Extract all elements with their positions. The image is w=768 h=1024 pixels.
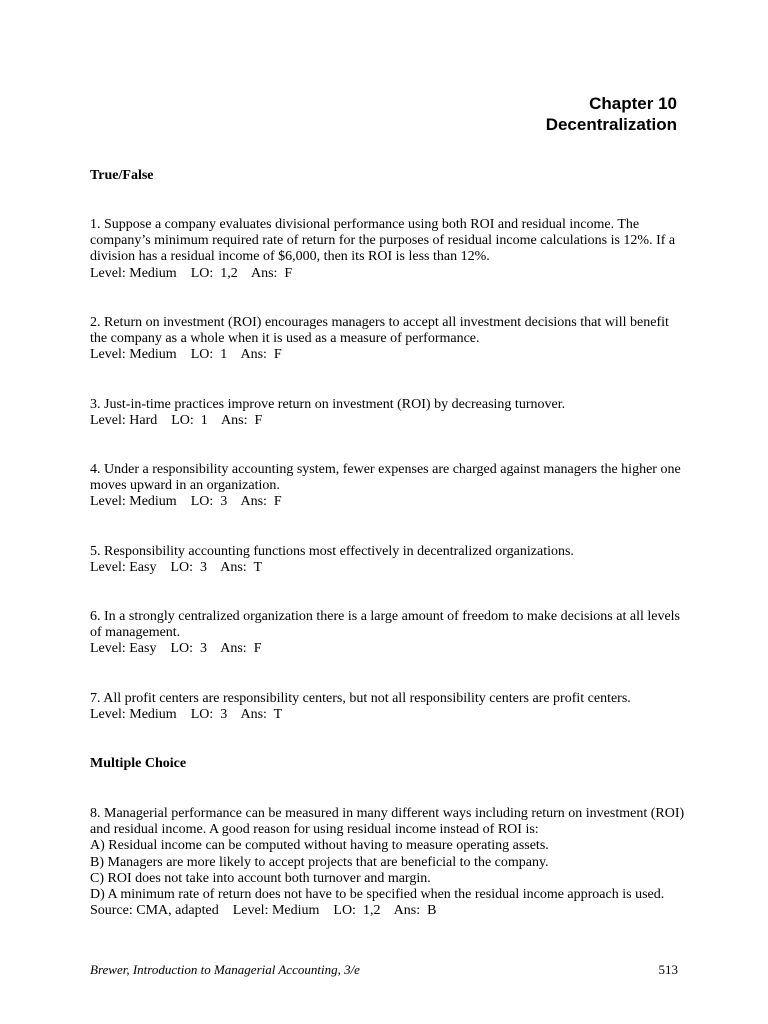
question-stem-line: of management. — [90, 625, 181, 641]
question-stem-line: 7. All profit centers are responsibility centers, but not all responsibility centers are profit centers. — [90, 691, 631, 706]
question-6 — [90, 609, 690, 658]
question-stem-line: 2. Return on investment (ROI) encourages managers to accept all investment decisions that will benefit — [90, 315, 669, 330]
answer-choice-a: A) Residual income can be computed without having to measure operating assets. — [90, 838, 549, 854]
question-8 — [90, 806, 690, 919]
question-stem-line: division has a residual income of $6,000, then its ROI is less than 12%. — [90, 249, 490, 265]
question-4 — [90, 462, 690, 511]
chapter-number: Chapter 10 — [589, 94, 677, 113]
page-number: 513 — [658, 962, 678, 977]
section-heading-true-false: True/False — [90, 168, 154, 183]
chapter-title: Decentralization — [545, 115, 677, 134]
question-meta: Level: Medium LO: 1 Ans: F — [90, 347, 282, 363]
answer-choice-b: B) Managers are more likely to accept projects that are beneficial to the company. — [90, 854, 549, 870]
question-meta: Level: Easy LO: 3 Ans: T — [90, 560, 262, 576]
question-meta: Level: Medium LO: 3 Ans: T — [90, 707, 283, 723]
question-meta: Level: Medium LO: 3 Ans: F — [90, 494, 282, 510]
question-stem-line: moves upward in an organization. — [90, 478, 280, 494]
question-stem-line: 3. Just-in-time practices improve return on investment (ROI) by decreasing turnover. — [90, 397, 566, 412]
question-stem-line: 8. Managerial performance can be measured in many different ways including return on investment (ROI) — [90, 806, 685, 821]
chapter-heading — [546, 93, 677, 135]
question-stem-line: 1. Suppose a company evaluates divisional performance using both ROI and residual income. The — [90, 217, 640, 232]
question-stem-line: 6. In a strongly centralized organization there is a large amount of freedom to make decisions at all levels — [90, 609, 681, 624]
question-stem-line: 5. Responsibility accounting functions most effectively in decentralized organizations. — [90, 544, 574, 559]
question-stem-line: 4. Under a responsibility accounting system, fewer expenses are charged against managers the higher one — [90, 462, 681, 477]
question-5 — [90, 544, 690, 576]
question-meta: Level: Medium LO: 1,2 Ans: F — [90, 265, 293, 281]
question-2 — [90, 315, 690, 364]
answer-choice-d: D) A minimum rate of return does not have to be specified when the residual income approach is used. — [90, 887, 665, 903]
question-7 — [90, 691, 690, 723]
question-meta: Level: Hard LO: 1 Ans: F — [90, 413, 263, 429]
question-1 — [90, 217, 690, 282]
question-stem-line: and residual income. A good reason for using residual income instead of ROI is: — [90, 822, 539, 838]
section-heading-multiple-choice: Multiple Choice — [90, 756, 187, 771]
footer-source: Brewer, Introduction to Managerial Accounting, 3/e — [90, 962, 360, 977]
question-3 — [90, 397, 690, 429]
question-stem-line: the company as a whole when it is used as a measure of performance. — [90, 331, 480, 347]
question-meta: Level: Easy LO: 3 Ans: F — [90, 641, 262, 657]
answer-choice-c: C) ROI does not take into account both turnover and margin. — [90, 870, 431, 886]
question-stem-line: company’s minimum required rate of return for the purposes of residual income calculations is 12%. If a — [90, 233, 676, 249]
question-meta: Source: CMA, adapted Level: Medium LO: 1,2 Ans: B — [90, 903, 437, 919]
